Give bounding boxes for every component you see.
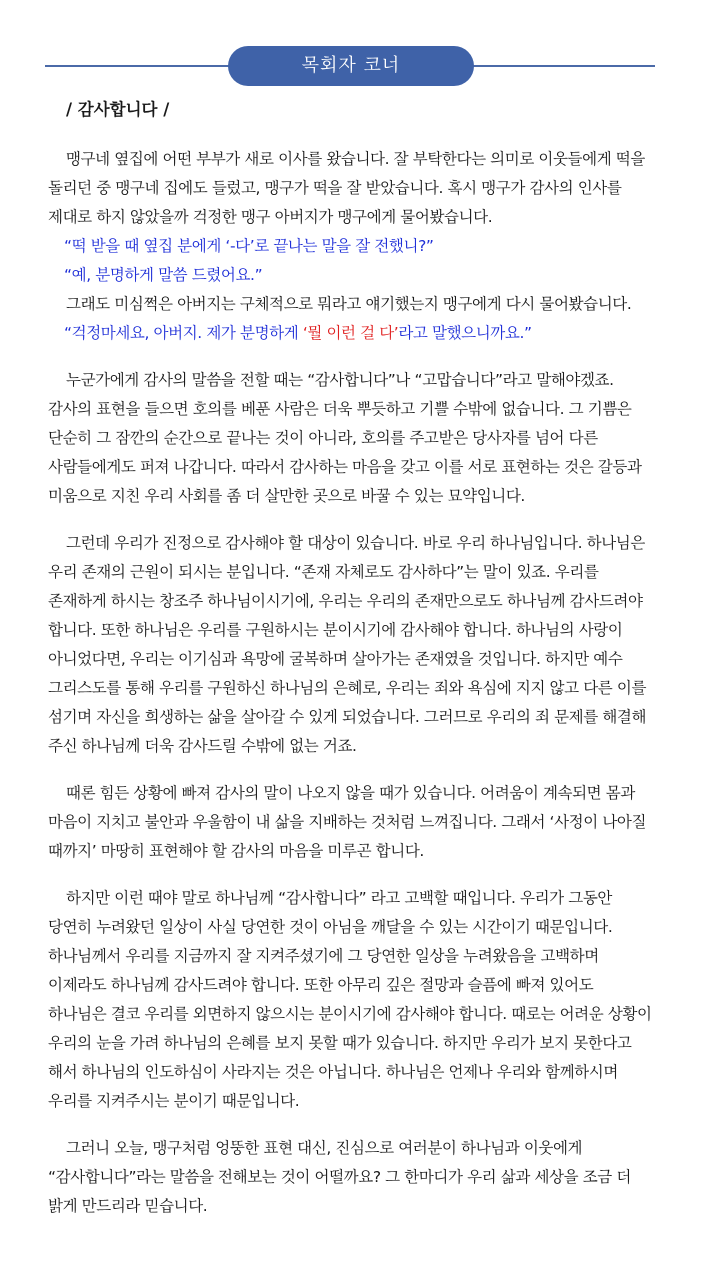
body-paragraph-4: 하지만 이런 때야 말로 하나님께 “감사합니다” 라고 고백할 때입니다. 우리가 그동안 당연히 누려왔던 일상이 사실 당연한 것이 아님을 깨달을 수 있는 시간이기 때문입니다. 하나님께서 우리를 지금까지 잘 지켜주셨기에 그 당연한 일상을 누려왔음을 고백하며 이제라도 하나님께 감사드려야 합니다. 또한 아무리 깊은 절망과 슬픔에 빠져 있어도 하나님은 결코 우리를 외면하지 않으시는 분이시기에 감사해야 합니다. 때로는 어려운 상황이 우리의 눈을 가려 하나님의 은혜를 보지 못할 때가 있습니다. 하지만 우리가 보지 못한다고 해서 하나님의 인도하심이 사라지는 것은 아닙니다. 하나님은 언제나 우리와 함께하시며 우리를 지켜주시는 분이기 때문입니다. (48, 889, 652, 1110)
article-title: / 감사합니다 / (66, 100, 170, 119)
body-paragraph-2: 그런데 우리가 진정으로 감사해야 할 대상이 있습니다. 바로 우리 하나님입니다. 하나님은 우리 존재의 근원이 되시는 분입니다. “존재 자체로도 감사하다”는 말이 있죠. 우리를 존재하게 하시는 창조주 하나님이시기에, 우리는 우리의 존재만으로도 하나님께 감사드려야 합니다. 또한 하나님은 우리를 구원하시는 분이시기에 감사해야 합니다. 하나님의 사랑이 아니었다면, 우리는 이기심과 욕망에 굴복하며 살아가는 존재였을 것입니다. 하지만 예수 그리스도를 통해 우리를 구원하신 하나님의 은혜로, 우리는 죄와 욕심에 지지 않고 다른 이를 섬기며 자신을 희생하는 삶을 살아갈 수 있게 되었습니다. 그러므로 우리의 죄 문제를 해결해 주신 하나님께 더욱 감사드릴 수밖에 없는 거죠. (48, 534, 647, 755)
quote-punchline-end: 라고 말했으니까요.” (398, 324, 532, 342)
quote-punchline-start: “걱정마세요, 아버지. 제가 분명하게 (64, 324, 303, 342)
body-paragraph-5: 그러니 오늘, 맹구처럼 엉뚱한 표현 대신, 진심으로 여러분이 하나님과 이웃에게 “감사합니다”라는 말씀을 전해보는 것이 어떨까요? 그 한마디가 우리 삶과 세상을 조금 더 밝게 만드리라 믿습니다. (48, 1139, 631, 1215)
header-title: 목회자 코너 (301, 55, 401, 76)
intro-paragraph: 맹구네 옆집에 어떤 부부가 새로 이사를 왔습니다. 잘 부탁한다는 의미로 이웃들에게 떡을 돌리던 중 맹구네 집에도 들렀고, 맹구가 떡을 잘 받았습니다. 혹시 맹구가 감사의 인사를 제대로 하지 않았을까 걱정한 맹구 아버지가 맹구에게 물어봤습니다. (48, 150, 645, 226)
quote-punchline-highlight: ‘뭘 이런 걸 다’ (302, 324, 399, 342)
quote-son-answer: “예, 분명하게 말씀 드렸어요.” (64, 266, 263, 284)
quote-father-question: “떡 받을 때 옆집 분에게 ‘-다’로 끝나는 말을 잘 전했니?” (64, 237, 434, 255)
body-paragraph-3: 때론 힘든 상황에 빠져 감사의 말이 나오지 않을 때가 있습니다. 어려움이 계속되면 몸과 마음이 지치고 불안과 우울함이 내 삶을 지배하는 것처럼 느껴집니다. 그래서 ‘사정이 나아질 때까지’ 마땅히 표현해야 할 감사의 마음을 미루곤 합니다. (48, 784, 647, 860)
article (48, 97, 656, 1221)
quote-son-punchline (48, 319, 656, 348)
body-paragraph-1: 누군가에게 감사의 말씀을 전할 때는 “감사합니다”나 “고맙습니다”라고 말해야겠죠. 감사의 표현을 들으면 호의를 베푼 사람은 더욱 뿌듯하고 기쁠 수밖에 없습니다. 그 기쁨은 단순히 그 잠깐의 순간으로 끝나는 것이 아니라, 호의를 주고받은 당사자를 넘어 다른 사람들에게도 퍼져 나갑니다. 따라서 감사하는 마음을 갖고 이를 서로 표현하는 것은 갈등과 미움으로 지친 우리 사회를 좀 더 살만한 곳으로 바꿀 수 있는 묘약입니다. (48, 371, 642, 505)
followup-paragraph: 그래도 미심쩍은 아버지는 구체적으로 뭐라고 얘기했는지 맹구에게 다시 물어봤습니다. (66, 295, 632, 313)
section-header (0, 46, 702, 86)
header-badge (228, 46, 474, 86)
